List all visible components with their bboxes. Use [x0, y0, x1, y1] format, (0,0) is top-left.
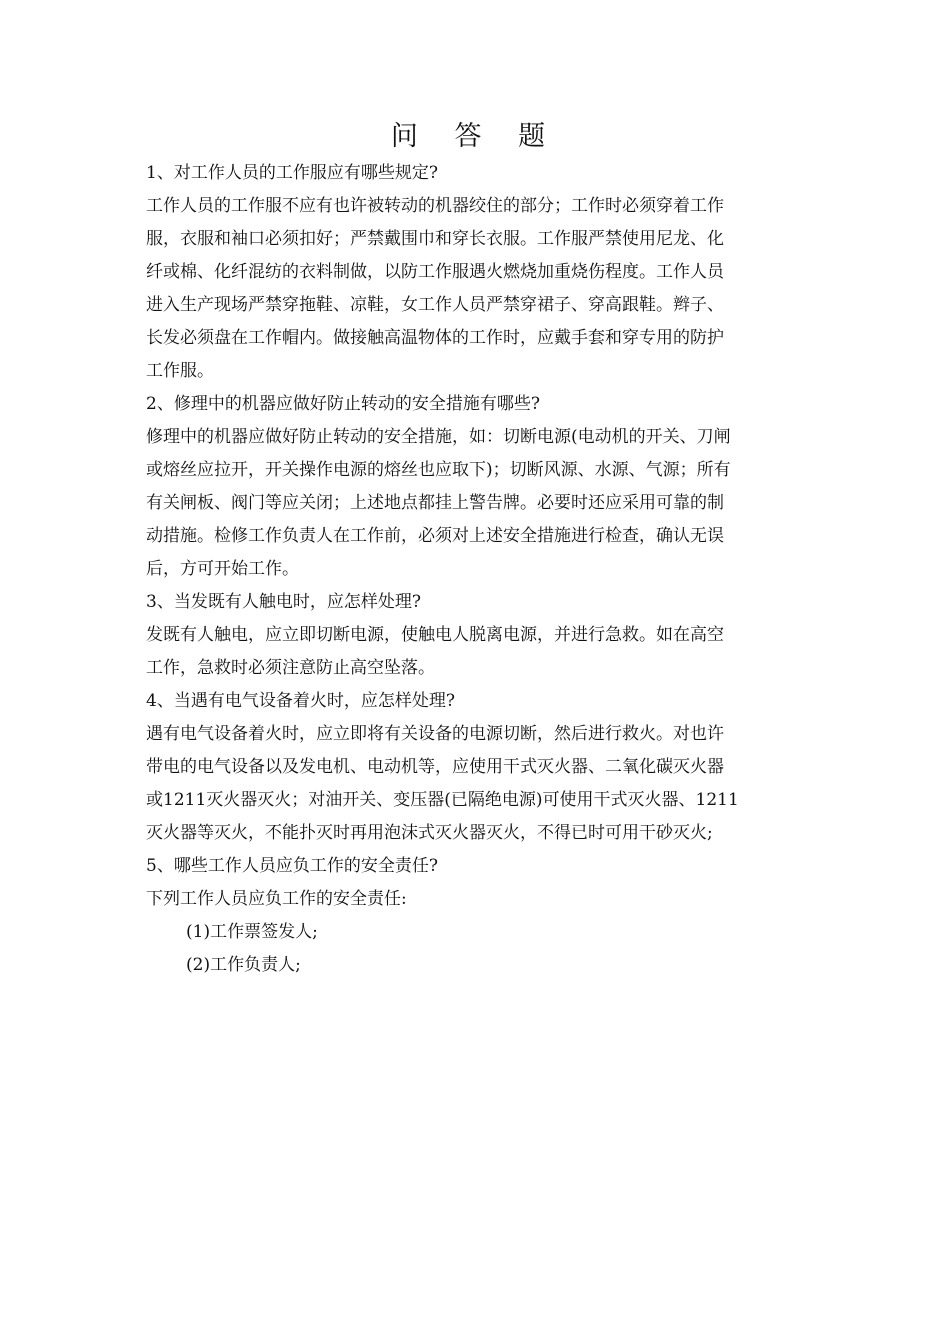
answer-2-line-2: 或熔丝应拉开，开关操作电源的熔丝也应取下)；切断风源、水源、气源；所有	[146, 460, 731, 480]
answer-4-line-3: 或1211灭火器灭火；对油开关、变压器(已隔绝电源)可使用干式灭火器、1211	[146, 790, 739, 810]
answer-4-line-4: 灭火器等灭火，不能扑灭时再用泡沫式灭火器灭火，不得已时可用干砂灭火;	[146, 823, 713, 843]
answer-4-line-2: 带电的电气设备以及发电机、电动机等，应使用干式灭火器、二氧化碳灭火器	[146, 757, 724, 777]
answer-1-line-2: 服，衣服和袖口必须扣好；严禁戴围巾和穿长衣服。工作服严禁使用尼龙、化	[146, 229, 724, 249]
answer-1-line-1: 工作人员的工作服不应有也许被转动的机器绞住的部分；工作时必须穿着工作	[146, 196, 724, 216]
answer-3-line-2: 工作，急救时必须注意防止高空坠落。	[146, 658, 435, 678]
question-3: 3、当发既有人触电时，应怎样处理?	[146, 592, 421, 612]
question-1: 1、对工作人员的工作服应有哪些规定?	[146, 163, 438, 183]
answer-4-line-1: 遇有电气设备着火时，应立即将有关设备的电源切断，然后进行救火。对也许	[146, 724, 724, 744]
answer-5-line-1: 下列工作人员应负工作的安全责任:	[146, 889, 407, 909]
question-2: 2、修理中的机器应做好防止转动的安全措施有哪些?	[146, 394, 540, 414]
answer-1-line-3: 纤或棉、化纤混纺的衣料制做，以防工作服遇火燃烧加重烧伤程度。工作人员	[146, 262, 724, 282]
answer-3-line-1: 发既有人触电，应立即切断电源，使触电人脱离电源，并进行急救。如在高空	[146, 625, 724, 645]
list-item-1: (1)工作票签发人;	[186, 922, 318, 942]
page-title: 问 答 题	[390, 121, 560, 152]
question-5: 5、哪些工作人员应负工作的安全责任?	[146, 856, 438, 876]
answer-2-line-3: 有关闸板、阀门等应关闭；上述地点都挂上警告牌。必要时还应采用可靠的制	[146, 493, 724, 513]
answer-2-line-1: 修理中的机器应做好防止转动的安全措施，如：切断电源(电动机的开关、刀闸	[146, 427, 731, 447]
answer-2-line-4: 动措施。检修工作负责人在工作前，必须对上述安全措施进行检查，确认无误	[146, 526, 724, 546]
document-body	[146, 157, 806, 982]
question-4: 4、当遇有电气设备着火时，应怎样处理?	[146, 691, 455, 711]
list-item-2: (2)工作负责人;	[186, 955, 301, 975]
answer-1-line-6: 工作服。	[146, 361, 214, 381]
answer-1-line-4: 进入生产现场严禁穿拖鞋、凉鞋，女工作人员严禁穿裙子、穿高跟鞋。辫子、	[146, 295, 724, 315]
answer-2-line-5: 后，方可开始工作。	[146, 559, 299, 579]
answer-1-line-5: 长发必须盘在工作帽内。做接触高温物体的工作时，应戴手套和穿专用的防护	[146, 328, 724, 348]
